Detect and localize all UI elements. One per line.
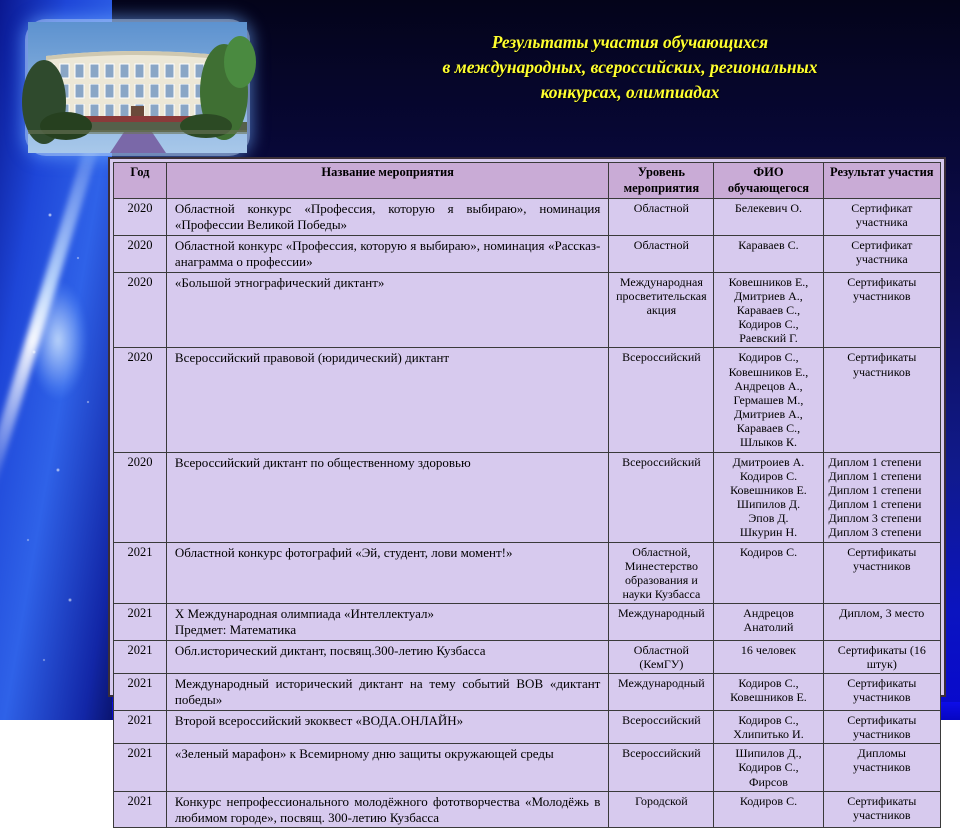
event-cell: Областной конкурс фотографий «Эй, студент, лови момент!» bbox=[166, 542, 608, 604]
event-cell: Всероссийский диктант по общественному здоровью bbox=[166, 452, 608, 542]
result-cell: Сертификат участника bbox=[823, 235, 940, 272]
table-row bbox=[114, 674, 941, 711]
results-table-frame bbox=[108, 157, 946, 825]
event-cell: Областной конкурс «Профессия, которую я выбираю», номинация «Рассказ-анаграмма о профессии» bbox=[166, 235, 608, 272]
year-cell: 2020 bbox=[114, 348, 167, 452]
fio-cell: Караваев С. bbox=[714, 235, 823, 272]
event-cell: Обл.исторический диктант, посвящ.300-летию Кузбасса bbox=[166, 640, 608, 673]
level-cell: Областной (КемГУ) bbox=[609, 640, 714, 673]
year-cell: 2021 bbox=[114, 791, 167, 828]
year-cell: 2020 bbox=[114, 235, 167, 272]
table-row bbox=[114, 235, 941, 272]
table-row bbox=[114, 791, 941, 828]
level-cell: Всероссийский bbox=[609, 744, 714, 791]
table-row bbox=[114, 744, 941, 791]
result-cell: Сертификаты участников bbox=[823, 674, 940, 711]
result-cell: Сертификаты участников bbox=[823, 272, 940, 348]
result-cell: Сертификат участника bbox=[823, 199, 940, 236]
fio-cell: Дмитроиев А. Кодиров С. Ковешников Е. Шипилов Д. Эпов Д. Шкурин Н. bbox=[714, 452, 823, 542]
school-building-photo bbox=[28, 22, 247, 153]
table-row bbox=[114, 199, 941, 236]
header-fio: ФИО обучающегося bbox=[714, 163, 823, 199]
level-cell: Международный bbox=[609, 604, 714, 641]
year-cell: 2021 bbox=[114, 542, 167, 604]
fio-cell: Кодиров С. bbox=[714, 791, 823, 828]
result-cell: Сертификаты (16 штук) bbox=[823, 640, 940, 673]
fio-cell: Ковешников Е., Дмитриев А., Караваев С., Кодиров С., Раевский Г. bbox=[714, 272, 823, 348]
fio-cell: 16 человек bbox=[714, 640, 823, 673]
level-cell: Городской bbox=[609, 791, 714, 828]
table-row bbox=[114, 348, 941, 452]
year-cell: 2021 bbox=[114, 674, 167, 711]
event-cell: Областной конкурс «Профессия, которую я выбираю», номинация «Профессии Великой Победы» bbox=[166, 199, 608, 236]
fio-cell: Кодиров С., Ковешников Е. bbox=[714, 674, 823, 711]
level-cell: Всероссийский bbox=[609, 348, 714, 452]
event-cell: «Зеленый марафон» к Всемирному дню защиты окружающей среды bbox=[166, 744, 608, 791]
level-cell: Областной bbox=[609, 235, 714, 272]
title-line: конкурсах, олимпиадах bbox=[540, 82, 720, 102]
fio-cell: Кодиров С. bbox=[714, 542, 823, 604]
table-row bbox=[114, 452, 941, 542]
results-table bbox=[113, 162, 941, 828]
slide-title bbox=[300, 30, 960, 105]
year-cell: 2020 bbox=[114, 199, 167, 236]
event-cell: «Большой этнографический диктант» bbox=[166, 272, 608, 348]
header-year: Год bbox=[114, 163, 167, 199]
event-cell: Международный исторический диктант на тему событий ВОВ «диктант победы» bbox=[166, 674, 608, 711]
event-cell: Всероссийский правовой (юридический) диктант bbox=[166, 348, 608, 452]
fio-cell: Шипилов Д., Кодиров С., Фирсов bbox=[714, 744, 823, 791]
level-cell: Всероссийский bbox=[609, 452, 714, 542]
level-cell: Областной, Минестерство образования и науки Кузбасса bbox=[609, 542, 714, 604]
title-line: в международных, всероссийских, региональных bbox=[442, 57, 818, 77]
table-header-row bbox=[114, 163, 941, 199]
table-body bbox=[114, 199, 941, 828]
result-cell: Диплом, 3 место bbox=[823, 604, 940, 641]
table-row bbox=[114, 272, 941, 348]
year-cell: 2021 bbox=[114, 744, 167, 791]
level-cell: Международный bbox=[609, 674, 714, 711]
level-cell: Областной bbox=[609, 199, 714, 236]
result-cell: Сертификаты участников bbox=[823, 542, 940, 604]
result-cell: Сертификаты участников bbox=[823, 791, 940, 828]
year-cell: 2021 bbox=[114, 604, 167, 641]
event-cell: Второй всероссийский экоквест «ВОДА.ОНЛАЙН» bbox=[166, 710, 608, 743]
fio-cell: Кодиров С., Ковешников Е., Андрецов А., Гермашев М., Дмитриев А., Караваев С., Шлыков К. bbox=[714, 348, 823, 452]
level-cell: Международная просветительская акция bbox=[609, 272, 714, 348]
table-row bbox=[114, 710, 941, 743]
header-result: Результат участия bbox=[823, 163, 940, 199]
result-cell: Сертификаты участников bbox=[823, 348, 940, 452]
event-cell: Х Международная олимпиада «Интеллектуал» Предмет: Математика bbox=[166, 604, 608, 641]
level-cell: Всероссийский bbox=[609, 710, 714, 743]
fio-cell: Белекевич О. bbox=[714, 199, 823, 236]
table-row bbox=[114, 604, 941, 641]
event-cell: Конкурс непрофессионального молодёжного фототворчества «Молодёжь в любимом городе», посвящ. 300-летию Кузбасса bbox=[166, 791, 608, 828]
year-cell: 2021 bbox=[114, 640, 167, 673]
result-cell: Диплом 1 степени Диплом 1 степени Диплом 1 степени Диплом 1 степени Диплом 3 степени Диплом 3 степени bbox=[823, 452, 940, 542]
table-row bbox=[114, 542, 941, 604]
header-event: Название мероприятия bbox=[166, 163, 608, 199]
result-cell: Сертификаты участников bbox=[823, 710, 940, 743]
year-cell: 2020 bbox=[114, 452, 167, 542]
header-level: Уровень мероприятия bbox=[609, 163, 714, 199]
title-line: Результаты участия обучающихся bbox=[491, 32, 769, 52]
table-row bbox=[114, 640, 941, 673]
year-cell: 2021 bbox=[114, 710, 167, 743]
result-cell: Дипломы участников bbox=[823, 744, 940, 791]
fio-cell: Кодиров С., Хлипитько И. bbox=[714, 710, 823, 743]
fio-cell: Андрецов Анатолий bbox=[714, 604, 823, 641]
year-cell: 2020 bbox=[114, 272, 167, 348]
